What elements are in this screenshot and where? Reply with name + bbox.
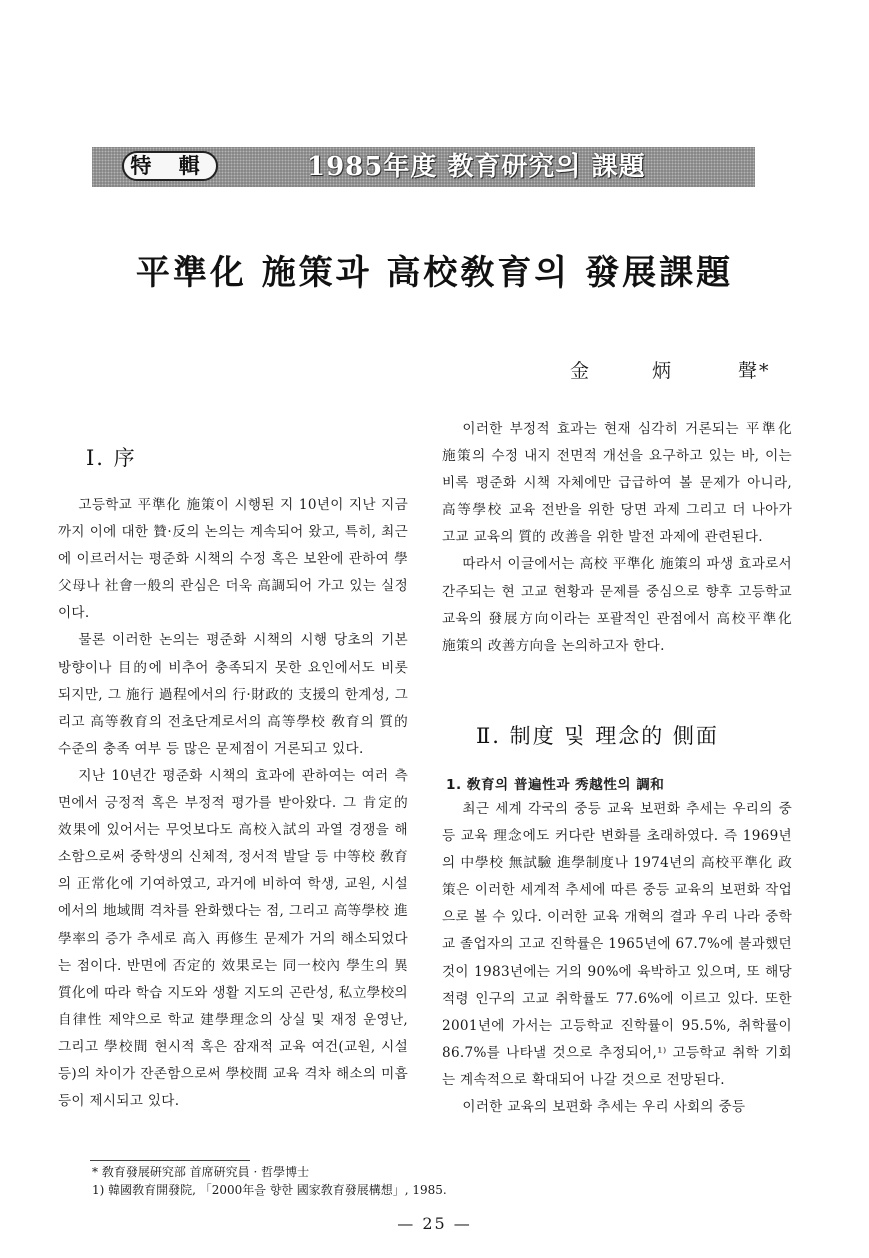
paragraph: 최근 세계 각국의 중등 교육 보편화 추세는 우리의 중등 교육 理念에도 커다란 변화를 초래하였다. 즉 1969년의 中學校 無試驗 進學制度나 1974년의 高校平準化 政策은 이러한 세계적 추세에 따른 중등 교육의 보편화 작업으로 볼 수 있다. 이러한 교육 개혁의 결과 우리 나라 중학교 졸업자의 고교 진학률은 1965년에 67.7%에 불과했던 것이 1983년에는 거의 90%에 육박하고 있으며, 또 해당 적령 인구의 고교 취학률도 77.6%에 이르고 있다. 또한 2001년에 가서는 고등학교 진학률이 95.5%, 취학률이 86.7%를 나타낼 것으로 추정되어,¹⁾ 고등학교 취학 기회는 계속적으로 확대되어 나갈 것으로 전망된다. [442,801,792,1088]
author-char: 金 [570,360,592,382]
subsection-heading: 1. 敎育의 普遍性과 秀越性의 調和 [446,777,665,793]
right-column-section2 [442,796,792,1121]
paragraph: 물론 이러한 논의는 평준화 시책의 시행 당초의 기본 방향이나 目的에 비추어 충족되지 못한 요인에서도 비롯되지만, 그 施行 過程에서의 行·財政的 支援의 한계성, 그리고 高等敎育의 전초단계로서의 高等學校 敎育의 質的 수준의 충족 여부 등 많은 문제점이 거론되고 있다. [58,632,408,757]
paragraph: 고등학교 平準化 施策이 시행된 지 10년이 지난 지금까지 이에 대한 贊·反의 논의는 계속되어 왔고, 특히, 최근에 이르러서는 평준화 시책의 수정 혹은 보완에 관하여 學父母나 社會一般의 관심은 더욱 高調되어 가고 있는 실정이다. [58,497,408,622]
footnote-reference: 1) 韓國敎育開發院, 「2000年을 향한 國家敎育發展構想」, 1985. [92,1183,447,1197]
left-column [58,492,408,1115]
footnote-divider [90,1160,250,1161]
right-column-intro [442,416,792,660]
page-number: — 25 — [397,1214,472,1233]
section-1-heading: Ⅰ. 序 [86,446,137,470]
footnote-author: * 敎育發展硏究部 首席硏究員 · 哲學博士 [92,1165,310,1179]
paragraph: 지난 10년간 평준화 시책의 효과에 관하여는 여러 측면에서 긍정적 혹은 부정적 평가를 받아왔다. 그 肯定的 效果에 있어서는 무엇보다도 高校入試의 과열 경쟁을 해소함으로써 중학생의 신체적, 정서적 발달 등 中等校 敎育의 正常化에 기여하였고, 과거에 비하여 학생, 교원, 시설에서의 地域間 격차를 완화했다는 점, 그리고 高等學校 進學率의 증가 추세로 高入 再修生 문제가 거의 해소되었다는 점이다. 반면에 否定的 效果로는 同一校內 學生의 異質化에 따라 학습 지도와 생활 지도의 곤란성, 私立學校의 自律性 제약으로 학교 建學理念의 상실 및 재정 운영난, 그리고 學校間 현시적 혹은 잠재적 교육 여건(교원, 시설 등)의 차이가 잔존함으로써 學校間 교육 격차 해소의 미흡 등이 제시되고 있다. [58,767,408,1110]
section-2-heading: Ⅱ. 制度 및 理念的 側面 [476,724,719,748]
paragraph: 따라서 이글에서는 高校 平準化 施策의 파생 효과로서 간주되는 현 고교 현황과 문제를 중심으로 향후 고등학교 교육의 發展方向이라는 포괄적인 관점에서 高校平準化 施策의 改善方向을 논의하고자 한다. [442,556,792,654]
banner-title: 1985年度 教育研究의 課題 [307,152,646,182]
footnotes [92,1163,592,1199]
author-char: 炳 [652,360,674,382]
article-title: 平準化 施策과 高校敎育의 發展課題 [135,253,734,293]
paragraph: 이러한 교육의 보편화 추세는 우리 사회의 중등 [462,1099,746,1116]
author-char: 聲* [738,360,771,382]
feature-tag: 特 輯 [122,151,218,181]
feature-banner [92,147,755,187]
paragraph: 이러한 부정적 효과는 현재 심각히 거론되는 平準化 施策의 수정 내지 전면적 개선을 요구하고 있는 바, 이는 비록 평준화 시책 자체에만 급급하여 볼 문제가 아니라, 高等學校 교육 전반을 위한 당면 과제 그리고 더 나아가 고교 교육의 質的 改善을 위한 발전 과제에 관련된다. [442,421,792,546]
